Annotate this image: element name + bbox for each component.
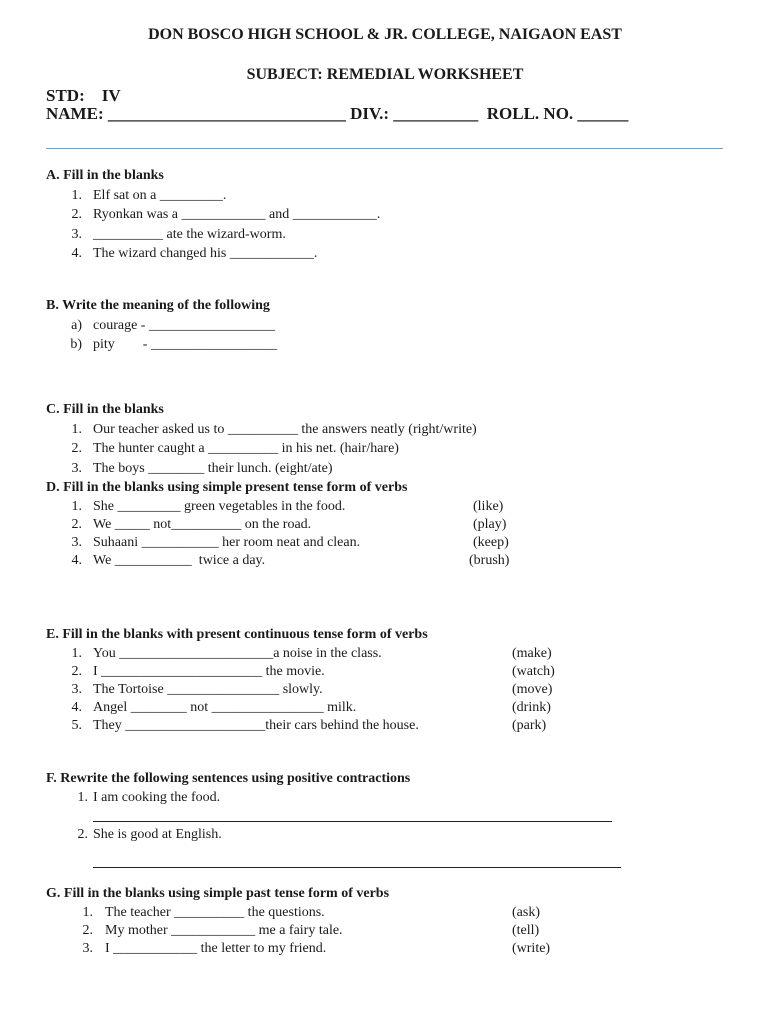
list-item: I ____________ the letter to my friend. [105,941,327,956]
list-item: I _______________________ the movie. [93,664,325,679]
verb-hint: (like) [473,499,504,514]
list-item: They ____________________their cars behind the house. [93,718,419,733]
list-item-number: 2. [82,923,93,938]
verb-hint: (play) [473,517,507,532]
list-item: My mother ____________ me a fairy tale. [105,923,343,938]
list-item-number: 1. [71,646,82,661]
answer-line [93,821,612,822]
subject-title: SUBJECT: REMEDIAL WORKSHEET [246,66,524,83]
verb-hint: (move) [512,682,553,697]
list-item-number: 3. [82,941,93,956]
list-item: Suhaani ___________ her room neat and clean. [93,535,361,550]
list-item-number: 3. [71,682,82,697]
std-line: STD: IV [46,86,121,105]
list-item-number: 5. [71,718,82,733]
list-item-number: 4. [71,246,82,261]
answer-line [93,867,621,868]
school-title: DON BOSCO HIGH SCHOOL & JR. COLLEGE, NAIGAON EAST [148,26,622,43]
list-item: The boys ________ their lunch. (eight/ate) [93,461,333,476]
list-item: The wizard changed his ____________. [93,246,318,261]
list-item: I am cooking the food. [93,790,221,805]
verb-hint: (drink) [512,700,551,715]
list-item-number: 3. [71,535,82,550]
verb-hint: (brush) [469,553,510,568]
list-item: She _________ green vegetables in the food. [93,499,346,514]
list-item-number: 2. [71,664,82,679]
list-item-number: 4. [71,700,82,715]
list-item-number: 3. [71,461,82,476]
list-item-number: 3. [71,227,82,242]
list-item: __________ ate the wizard-worm. [93,227,286,242]
list-item: Angel ________ not ________________ milk. [93,700,357,715]
verb-hint: (write) [512,941,551,956]
list-item-number: 1. [71,422,82,437]
verb-hint: (make) [512,646,552,661]
list-item: courage - __________________ [93,318,275,333]
list-item-number: 1. [82,905,93,920]
verb-hint: (keep) [473,535,509,550]
list-item-number: 1. [77,790,88,805]
list-item-number: 2. [77,827,88,842]
name-div-roll-line: NAME: ____________________________ DIV.: __________ ROLL. NO. ______ [46,104,629,123]
list-item: Our teacher asked us to __________ the answers neatly (right/write) [93,422,477,437]
list-item: Elf sat on a _________. [93,188,227,203]
section-b-title: B. Write the meaning of the following [46,298,270,313]
list-item-number: 2. [71,517,82,532]
header-divider [46,148,723,149]
list-item: The Tortoise ________________ slowly. [93,682,323,697]
section-d-title: D. Fill in the blanks using simple present tense form of verbs [46,480,408,495]
list-item: You ______________________a noise in the class. [93,646,382,661]
list-item-number: 2. [71,441,82,456]
list-item: We ___________ twice a day. [93,553,266,568]
section-f-title: F. Rewrite the following sentences using positive contractions [46,771,411,786]
list-item-number: b) [70,337,82,352]
verb-hint: (tell) [512,923,540,938]
verb-hint: (ask) [512,905,540,920]
list-item-number: a) [71,318,82,333]
list-item-number: 2. [71,207,82,222]
section-e-title: E. Fill in the blanks with present continuous tense form of verbs [46,627,428,642]
list-item-number: 4. [71,553,82,568]
verb-hint: (watch) [512,664,555,679]
list-item: The hunter caught a __________ in his net. (hair/hare) [93,441,399,456]
verb-hint: (park) [512,718,547,733]
section-a-title: A. Fill in the blanks [46,168,164,183]
list-item: She is good at English. [93,827,222,842]
list-item: The teacher __________ the questions. [105,905,325,920]
list-item: Ryonkan was a ____________ and ____________. [93,207,381,222]
section-c-title: C. Fill in the blanks [46,402,164,417]
list-item-number: 1. [71,499,82,514]
list-item: pity - __________________ [93,337,277,352]
list-item: We _____ not__________ on the road. [93,517,312,532]
list-item-number: 1. [71,188,82,203]
section-g-title: G. Fill in the blanks using simple past tense form of verbs [46,886,390,901]
